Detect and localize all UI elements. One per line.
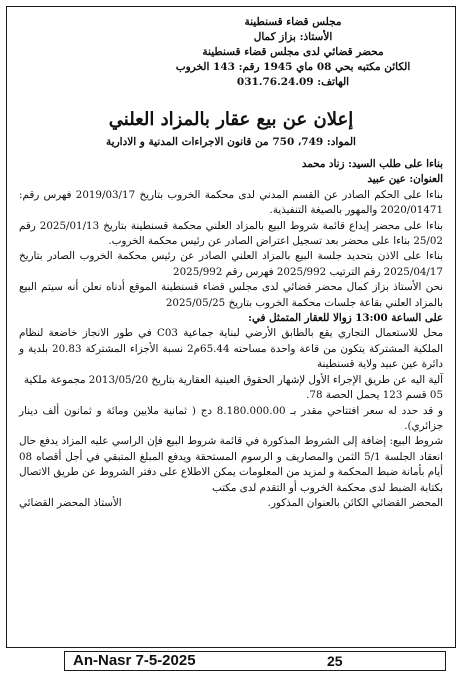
property-description: محل للاستعمال التجاري يقع بالطابق الأرضي لبناية جماعية C03 في طور الانجاز خاضعة لنظام الملكية المشتركة يتكون من قاعة واحدة مساحته 65.44م2 نسبة الأجزاء المشتركة 20.83 بلدية و دائرة عين عبيد ولاية قسنطينة <box>19 327 443 371</box>
property-origin: آلية اليه عن طريق الإجراء الأول لإشهار الحقوق العينية العقارية بتاريخ 2013/05/20 مجموعة ملكية <box>23 373 443 386</box>
council-name: مجلس قضاء قسنطينة <box>244 16 342 28</box>
bailiff-name: الأستاذ: بزاز كمال <box>253 31 333 43</box>
announcement-body <box>19 157 443 511</box>
permission-paragraph: بناءا على الاذن بتحديد جلسة البيع بالمزاد العلني الصادر عن رئيس محكمة الخروب الصادر بتاريخ 2025/04/17 رقم الترتيب 2025/992 فهرس رقم 2025/992 <box>19 250 443 278</box>
page-number: 25 <box>327 653 343 669</box>
judgment-paragraph: بناءا على الحكم الصادر عن القسم المدني لدى محكمة الخروب بتاريخ 2019/03/17 فهرس رقم: 2020/01471 والمهور بالصيغة التنفيذية. <box>19 188 443 217</box>
announcement-paragraph: نحن الأستاذ بزاز كمال محضر قضائي لدى مجلس قضاء قسنطينة الموقع أدناه نعلن أنه سيتم البيع بالمزاد العلني بقاعة جلسات محكمة الخروب بتاريخ 2025/05/25 <box>19 281 443 309</box>
closing-line <box>19 496 443 511</box>
sale-conditions: شروط البيع: إضافة إلى الشروط المذكورة في قائمة شروط البيع فإن الراسي عليه المزاد يدفع حال انعقاد الجلسة 5/1 الثمن والمصاريف و الرسوم المستحقة ويدفع المبلغ المتبقي في أجل أقصاه 08 أيام بأمانة ضبط المحكمة و لمزيد من المعلومات يمكن الاطلاع على دفتر الشروط عن طريق الاتصال بكتابة الضبط لدى محكمة الخروب أو التقدم لدى مكتب <box>19 435 444 494</box>
office-address: الكائن مكتبه بحي 08 ماي 1945 رقم: 143 الخروب <box>175 61 411 73</box>
opening-price: و قد حدد له سعر افتتاحي مقدر بـ 8.180.000.00 دج ( ثمانية ملايين ومائة و ثمانون ألف دينار جزائري). <box>19 404 443 432</box>
address-line: العنوان: عين عبيد <box>367 173 443 186</box>
office-phone: الهاتف: 031.76.24.09 <box>236 76 350 88</box>
legal-articles: المواد: 749، 750 من قانون الاجراءات المدنية و الادارية <box>106 136 356 148</box>
announcement-frame <box>6 6 456 648</box>
property-section: 05 قسم 123 يحمل الحصة 78. <box>306 389 443 402</box>
publication-footer <box>64 651 446 671</box>
announcement-title: إعلان عن بيع عقار بالمزاد العلني <box>108 109 354 130</box>
closing-text: المحضر القضائي الكائن بالعنوان المذكور. <box>267 496 443 509</box>
publication-date: An-Nasr 7-5-2025 <box>73 652 196 669</box>
requester-line: بناءا على طلب السيد: زناد محمد <box>301 158 443 170</box>
bailiff-header <box>143 15 443 90</box>
bailiff-role: محضر قضائي لدى مجلس قضاء قسنطينة <box>202 46 384 58</box>
deposit-paragraph: بناءا على محضر إيداع قائمة شروط البيع بالمزاد العلني محكمة قسنطينة بتاريخ 2025/01/13 رقم 25/02 بناءا على محضر بعد تسجيل اعتراض الصادر عن رئيس محكمة الخروب. <box>19 219 443 248</box>
sale-time: على الساعة 13:00 زوالا للعقار المتمثل في: <box>248 312 443 325</box>
signature: الأستاذ المحضر القضائي <box>19 496 122 509</box>
